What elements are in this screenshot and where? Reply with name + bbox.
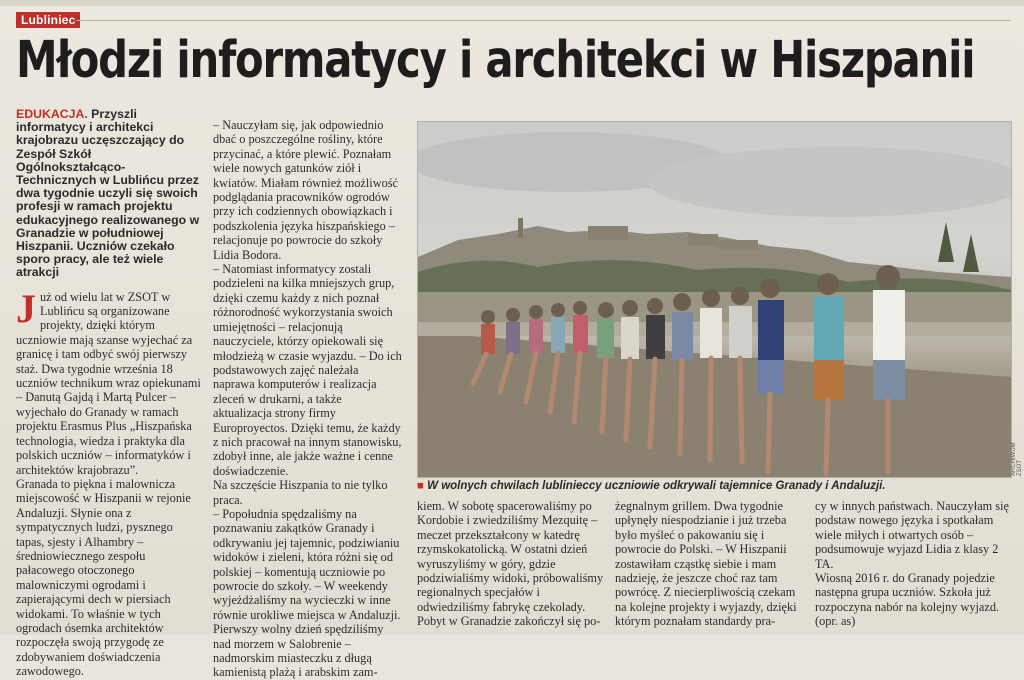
column-5 [815,499,1010,629]
column-4 [615,499,805,629]
column-1 [16,108,203,679]
body-paragraph: – Natomiast informatycy zostali podzieleni na kilka mniejszych grup, dzięki czemu każdy z nich poznał różnorodność wykorzystania swoich umiejętności – relacjonują nauczyciele, którzy opiekowali się młodzieżą w czasie wyjazdu. – Do ich podstawowych zajęć należała naprawa komputerów i realizacja zleceń w drukarni, a także aktualizacja strony firmy Europroyectos. Dzięki temu, że każdy z nich pracował na innym stanowisku, zdobył inne, ale jakże ważne i cenne doświadczenie. [213,262,402,478]
body-paragraph: żegnalnym grillem. Dwa tygodnie upłynęły niespodzianie i już trzeba było myśleć o pakowaniu się i powrocie do Polski. – W Hiszpanii zostawiłam cząstkę siebie i mam nadzieję, że jeszcze choć raz tam powrócę. Z niecierpliwością czekam na kolejne projekty i wyjazdy, dzięki którym poznałam standardy pra- [615,499,797,629]
body-paragraph [16,285,203,477]
dropcap: J [16,285,36,331]
section-label: Lubliniec [16,12,80,28]
body-paragraph: – Nauczyłam się, jak odpowiednio dbać o poszczególne rośliny, które przycinać, a które plewić. Poznałam wiele nowych gatunków ziół i kwiatów. Miałam również możliwość podglądania pracowników ogrodów przy ich codziennych obowiązkach i podszkolenia języka hiszpańskiego – relacjonuje po powrocie do szkoły Lidia Bodora. [213,118,398,262]
photo-illustration [418,122,1011,477]
body-paragraph: kiem. W sobotę spacerowaliśmy po Kordobie i zwiedziliśmy Mezquitę – meczet przekształcony w katedrę rzymskokatolicką. W ostatni dzień wyruszyliśmy w góry, gdzie podziwialiśmy widoki, próbowaliśmy regionalnych specjałów i odwiedziliśmy fabrykę czekolady. Pobyt w Granadzie zakończył się po- [417,499,604,629]
column-3 [417,499,605,629]
column-2 [213,118,403,680]
body-paragraph: Granada to piękna i malownicza miejscowość w Hiszpanii w rejonie Andaluzji. Słynie ona z sympatycznych ludzi, pysznego tapas, sjesty i Alhambry – średniowiecznego zespołu pałacowego otoczonego malowniczymi ogrodami i zapierającymi dech w piersiach widokami. To właśnie w tych ogrodach ósemka architektów rozpoczęła swoją przygodę ze zdobywaniem doświadczenia zawodowego. [16,476,191,679]
body-text: uż od wielu lat w ZSOT w Lublińcu są organizowane projekty, dzięki którym uczniowie mają szanse wyjechać za granicę i tam odbyć swój pierwszy staż. Dwa tygodnie września 18 uczniów technikum wraz opiekunami – Danutą Gajdą i Martą Pulcer – wyjechało do Granady w ramach projektu Erasmus Plus „Hiszpańska technologia, wiedza i praktyka dla polskich uczniów – informatyków i architektów krajobrazu”. [16,289,201,477]
lead-text: Przyszli informatycy i architekci krajobrazu uczęszczający do Zespół Szkół Ogólnokształcąco-Technicznych w Lublińcu przez dwa tygodnie uczyli się swoich profesji w ramach projektu edukacyjnego realizowanego w Granadzie w południowej Hiszpanii. Uczniów czekało sporo pracy, ale też wiele atrakcji [16,107,200,280]
caption-text: W wolnych chwilach lublinieccy uczniowie odkrywali tajemnice Granady i Andaluzji. [427,480,886,492]
lead-paragraph [16,108,203,280]
photo-credit: ARCHIWUM ZSOT [1011,442,1023,476]
section-rule [76,20,1011,21]
photo-caption [417,479,1010,493]
group-photo [417,121,1012,478]
body-paragraph: – Popołudnia spędzaliśmy na poznawaniu zakątków Granady i odkrywaniu jej tajemnic, podziwianiu widoków i zieleni, która różni się od polskiej – komentują uczniowie po powrocie do szkoły. – W weekendy wyjeżdżaliśmy na wycieczki w inne równie urokliwe miejsca w Andaluzji. Pierwszy wolny dzień spędziliśmy nad morzem w Salobrenie – nadmorskim miasteczku z długą kamienistą plażą i arabskim zam- [213,506,401,680]
body-paragraph: Wiosną 2016 r. do Granady pojedzie następna grupa uczniów. Szkoła już rozpoczyna nabór na kolejny wyjazd. (opr. as) [815,571,1000,629]
lead-tag: EDUKACJA. [16,107,88,121]
caption-marker-icon: ■ [417,480,424,492]
body-paragraph: Na szczęście Hiszpania to nie tylko praca. [213,478,388,507]
top-rule [0,0,1024,6]
body-paragraph: cy w innych państwach. Nauczyłam się podstaw nowego języka i spotkałam wiele miłych i otwartych osób – podsumowuje wyjazd Lidia z klasy 2 TA. [815,499,1009,571]
headline: Młodzi informatycy i architekci w Hiszpanii [16,31,975,90]
